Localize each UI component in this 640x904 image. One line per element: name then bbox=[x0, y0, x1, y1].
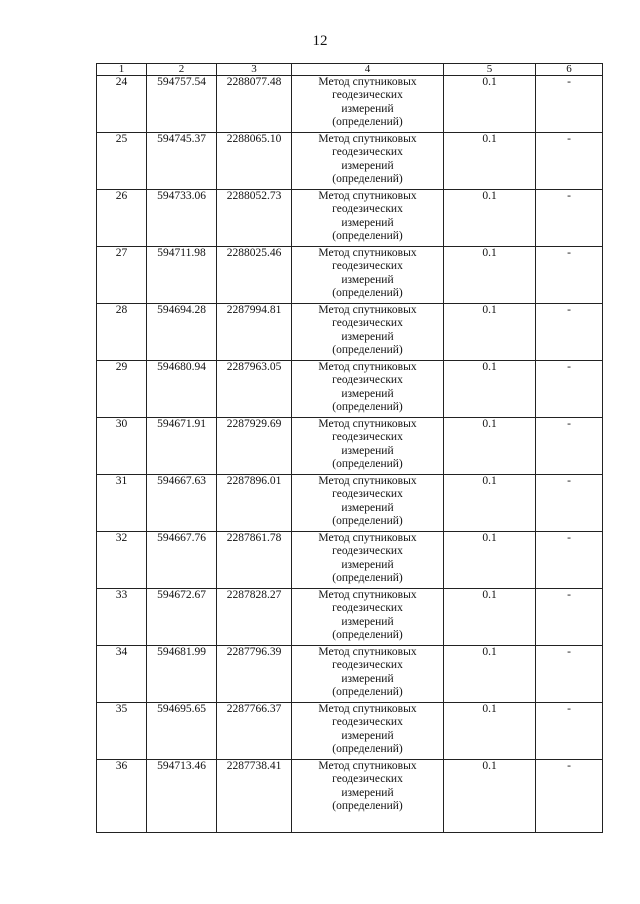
table-row bbox=[97, 703, 603, 760]
method-line: (определений) bbox=[332, 686, 403, 699]
header-cell: 3 bbox=[217, 64, 292, 76]
method-line: измерений bbox=[341, 387, 394, 400]
method-line: измерений bbox=[341, 729, 394, 742]
method-line: Метод спутниковых bbox=[318, 361, 417, 373]
y-coordinate-cell: 2287929.69 bbox=[217, 418, 292, 475]
method-line: геодезических bbox=[332, 488, 403, 501]
table-row bbox=[97, 760, 603, 833]
method-line: (определений) bbox=[332, 743, 403, 756]
method-cell bbox=[292, 361, 444, 418]
x-coordinate-cell: 594695.65 bbox=[147, 703, 217, 760]
description-cell: - bbox=[536, 418, 603, 475]
point-number-cell: 30 bbox=[97, 418, 147, 475]
point-number-cell: 24 bbox=[97, 76, 147, 133]
method-cell bbox=[292, 247, 444, 304]
table-row bbox=[97, 475, 603, 532]
method-cell bbox=[292, 532, 444, 589]
method-line: (определений) bbox=[332, 572, 403, 585]
method-line: Метод спутниковых bbox=[318, 475, 417, 487]
x-coordinate-cell: 594667.76 bbox=[147, 532, 217, 589]
method-line: (определений) bbox=[332, 230, 403, 243]
y-coordinate-cell: 2287738.41 bbox=[217, 760, 292, 833]
method-line: Метод спутниковых bbox=[318, 418, 417, 430]
accuracy-cell: 0.1 bbox=[444, 646, 536, 703]
point-number-cell: 28 bbox=[97, 304, 147, 361]
method-line: Метод спутниковых bbox=[318, 190, 417, 202]
method-cell bbox=[292, 76, 444, 133]
point-number-cell: 33 bbox=[97, 589, 147, 646]
description-cell: - bbox=[536, 190, 603, 247]
method-line: измерений bbox=[341, 102, 394, 115]
coordinates-table bbox=[96, 63, 603, 833]
description-cell: - bbox=[536, 589, 603, 646]
method-cell bbox=[292, 589, 444, 646]
y-coordinate-cell: 2287828.27 bbox=[217, 589, 292, 646]
method-cell bbox=[292, 703, 444, 760]
point-number-cell: 35 bbox=[97, 703, 147, 760]
accuracy-cell: 0.1 bbox=[444, 703, 536, 760]
point-number-cell: 32 bbox=[97, 532, 147, 589]
x-coordinate-cell: 594713.46 bbox=[147, 760, 217, 833]
method-cell bbox=[292, 475, 444, 532]
table-row bbox=[97, 304, 603, 361]
method-line: Метод спутниковых bbox=[318, 76, 417, 88]
header-cell: 1 bbox=[97, 64, 147, 76]
method-line: Метод спутниковых bbox=[318, 703, 417, 715]
x-coordinate-cell: 594694.28 bbox=[147, 304, 217, 361]
description-cell: - bbox=[536, 646, 603, 703]
x-coordinate-cell: 594745.37 bbox=[147, 133, 217, 190]
method-line: геодезических bbox=[332, 203, 403, 216]
y-coordinate-cell: 2287963.05 bbox=[217, 361, 292, 418]
description-cell: - bbox=[536, 304, 603, 361]
header-cell: 6 bbox=[536, 64, 603, 76]
method-line: (определений) bbox=[332, 116, 403, 129]
table-row bbox=[97, 418, 603, 475]
description-cell: - bbox=[536, 76, 603, 133]
description-cell: - bbox=[536, 703, 603, 760]
method-line: Метод спутниковых bbox=[318, 646, 417, 658]
method-line: геодезических bbox=[332, 89, 403, 102]
method-line: измерений bbox=[341, 444, 394, 457]
method-line: (определений) bbox=[332, 401, 403, 414]
method-line: измерений bbox=[341, 558, 394, 571]
method-line: Метод спутниковых bbox=[318, 589, 417, 601]
accuracy-cell: 0.1 bbox=[444, 304, 536, 361]
accuracy-cell: 0.1 bbox=[444, 760, 536, 833]
y-coordinate-cell: 2287994.81 bbox=[217, 304, 292, 361]
method-line: Метод спутниковых bbox=[318, 760, 417, 772]
method-line: геодезических bbox=[332, 431, 403, 444]
accuracy-cell: 0.1 bbox=[444, 475, 536, 532]
method-line: измерений bbox=[341, 216, 394, 229]
y-coordinate-cell: 2288077.48 bbox=[217, 76, 292, 133]
method-line: Метод спутниковых bbox=[318, 133, 417, 145]
x-coordinate-cell: 594671.91 bbox=[147, 418, 217, 475]
table-row bbox=[97, 133, 603, 190]
method-line: (определений) bbox=[332, 629, 403, 642]
y-coordinate-cell: 2288052.73 bbox=[217, 190, 292, 247]
x-coordinate-cell: 594733.06 bbox=[147, 190, 217, 247]
x-coordinate-cell: 594667.63 bbox=[147, 475, 217, 532]
accuracy-cell: 0.1 bbox=[444, 589, 536, 646]
method-line: измерений bbox=[341, 501, 394, 514]
y-coordinate-cell: 2287766.37 bbox=[217, 703, 292, 760]
table-row bbox=[97, 589, 603, 646]
method-line: геодезических bbox=[332, 716, 403, 729]
method-line: Метод спутниковых bbox=[318, 247, 417, 259]
method-line: (определений) bbox=[332, 344, 403, 357]
method-cell bbox=[292, 304, 444, 361]
accuracy-cell: 0.1 bbox=[444, 361, 536, 418]
point-number-cell: 29 bbox=[97, 361, 147, 418]
table-row bbox=[97, 532, 603, 589]
accuracy-cell: 0.1 bbox=[444, 418, 536, 475]
y-coordinate-cell: 2287861.78 bbox=[217, 532, 292, 589]
method-line: измерений bbox=[341, 330, 394, 343]
accuracy-cell: 0.1 bbox=[444, 247, 536, 304]
method-cell bbox=[292, 760, 444, 833]
table-row bbox=[97, 646, 603, 703]
method-line: измерений bbox=[341, 159, 394, 172]
description-cell: - bbox=[536, 760, 603, 833]
method-line: геодезических bbox=[332, 317, 403, 330]
accuracy-cell: 0.1 bbox=[444, 76, 536, 133]
x-coordinate-cell: 594757.54 bbox=[147, 76, 217, 133]
method-line: геодезических bbox=[332, 146, 403, 159]
method-line: (определений) bbox=[332, 515, 403, 528]
description-cell: - bbox=[536, 475, 603, 532]
point-number-cell: 27 bbox=[97, 247, 147, 304]
x-coordinate-cell: 594680.94 bbox=[147, 361, 217, 418]
point-number-cell: 26 bbox=[97, 190, 147, 247]
table-row bbox=[97, 190, 603, 247]
method-line: геодезических bbox=[332, 659, 403, 672]
accuracy-cell: 0.1 bbox=[444, 190, 536, 247]
y-coordinate-cell: 2288065.10 bbox=[217, 133, 292, 190]
method-line: измерений bbox=[341, 615, 394, 628]
method-line: Метод спутниковых bbox=[318, 304, 417, 316]
accuracy-cell: 0.1 bbox=[444, 532, 536, 589]
method-line: измерений bbox=[341, 672, 394, 685]
y-coordinate-cell: 2287796.39 bbox=[217, 646, 292, 703]
point-number-cell: 36 bbox=[97, 760, 147, 833]
table-row bbox=[97, 76, 603, 133]
x-coordinate-cell: 594681.99 bbox=[147, 646, 217, 703]
x-coordinate-cell: 594711.98 bbox=[147, 247, 217, 304]
method-line: (определений) bbox=[332, 173, 403, 186]
header-cell: 2 bbox=[147, 64, 217, 76]
method-line: геодезических bbox=[332, 602, 403, 615]
point-number-cell: 34 bbox=[97, 646, 147, 703]
method-cell bbox=[292, 133, 444, 190]
description-cell: - bbox=[536, 361, 603, 418]
method-line: (определений) bbox=[332, 800, 403, 813]
y-coordinate-cell: 2288025.46 bbox=[217, 247, 292, 304]
description-cell: - bbox=[536, 133, 603, 190]
method-cell bbox=[292, 190, 444, 247]
header-cell: 5 bbox=[444, 64, 536, 76]
point-number-cell: 25 bbox=[97, 133, 147, 190]
method-line: (определений) bbox=[332, 458, 403, 471]
accuracy-cell: 0.1 bbox=[444, 133, 536, 190]
method-line: измерений bbox=[341, 786, 394, 799]
method-line: геодезических bbox=[332, 773, 403, 786]
method-cell bbox=[292, 418, 444, 475]
table-row bbox=[97, 361, 603, 418]
point-number-cell: 31 bbox=[97, 475, 147, 532]
header-cell: 4 bbox=[292, 64, 444, 76]
x-coordinate-cell: 594672.67 bbox=[147, 589, 217, 646]
table-row bbox=[97, 247, 603, 304]
method-line: геодезических bbox=[332, 545, 403, 558]
y-coordinate-cell: 2287896.01 bbox=[217, 475, 292, 532]
page-number: 12 bbox=[312, 33, 328, 49]
description-cell: - bbox=[536, 247, 603, 304]
method-cell bbox=[292, 646, 444, 703]
method-line: геодезических bbox=[332, 374, 403, 387]
method-line: измерений bbox=[341, 273, 394, 286]
method-line: Метод спутниковых bbox=[318, 532, 417, 544]
method-line: геодезических bbox=[332, 260, 403, 273]
description-cell: - bbox=[536, 532, 603, 589]
header-row bbox=[97, 64, 603, 76]
method-line: (определений) bbox=[332, 287, 403, 300]
